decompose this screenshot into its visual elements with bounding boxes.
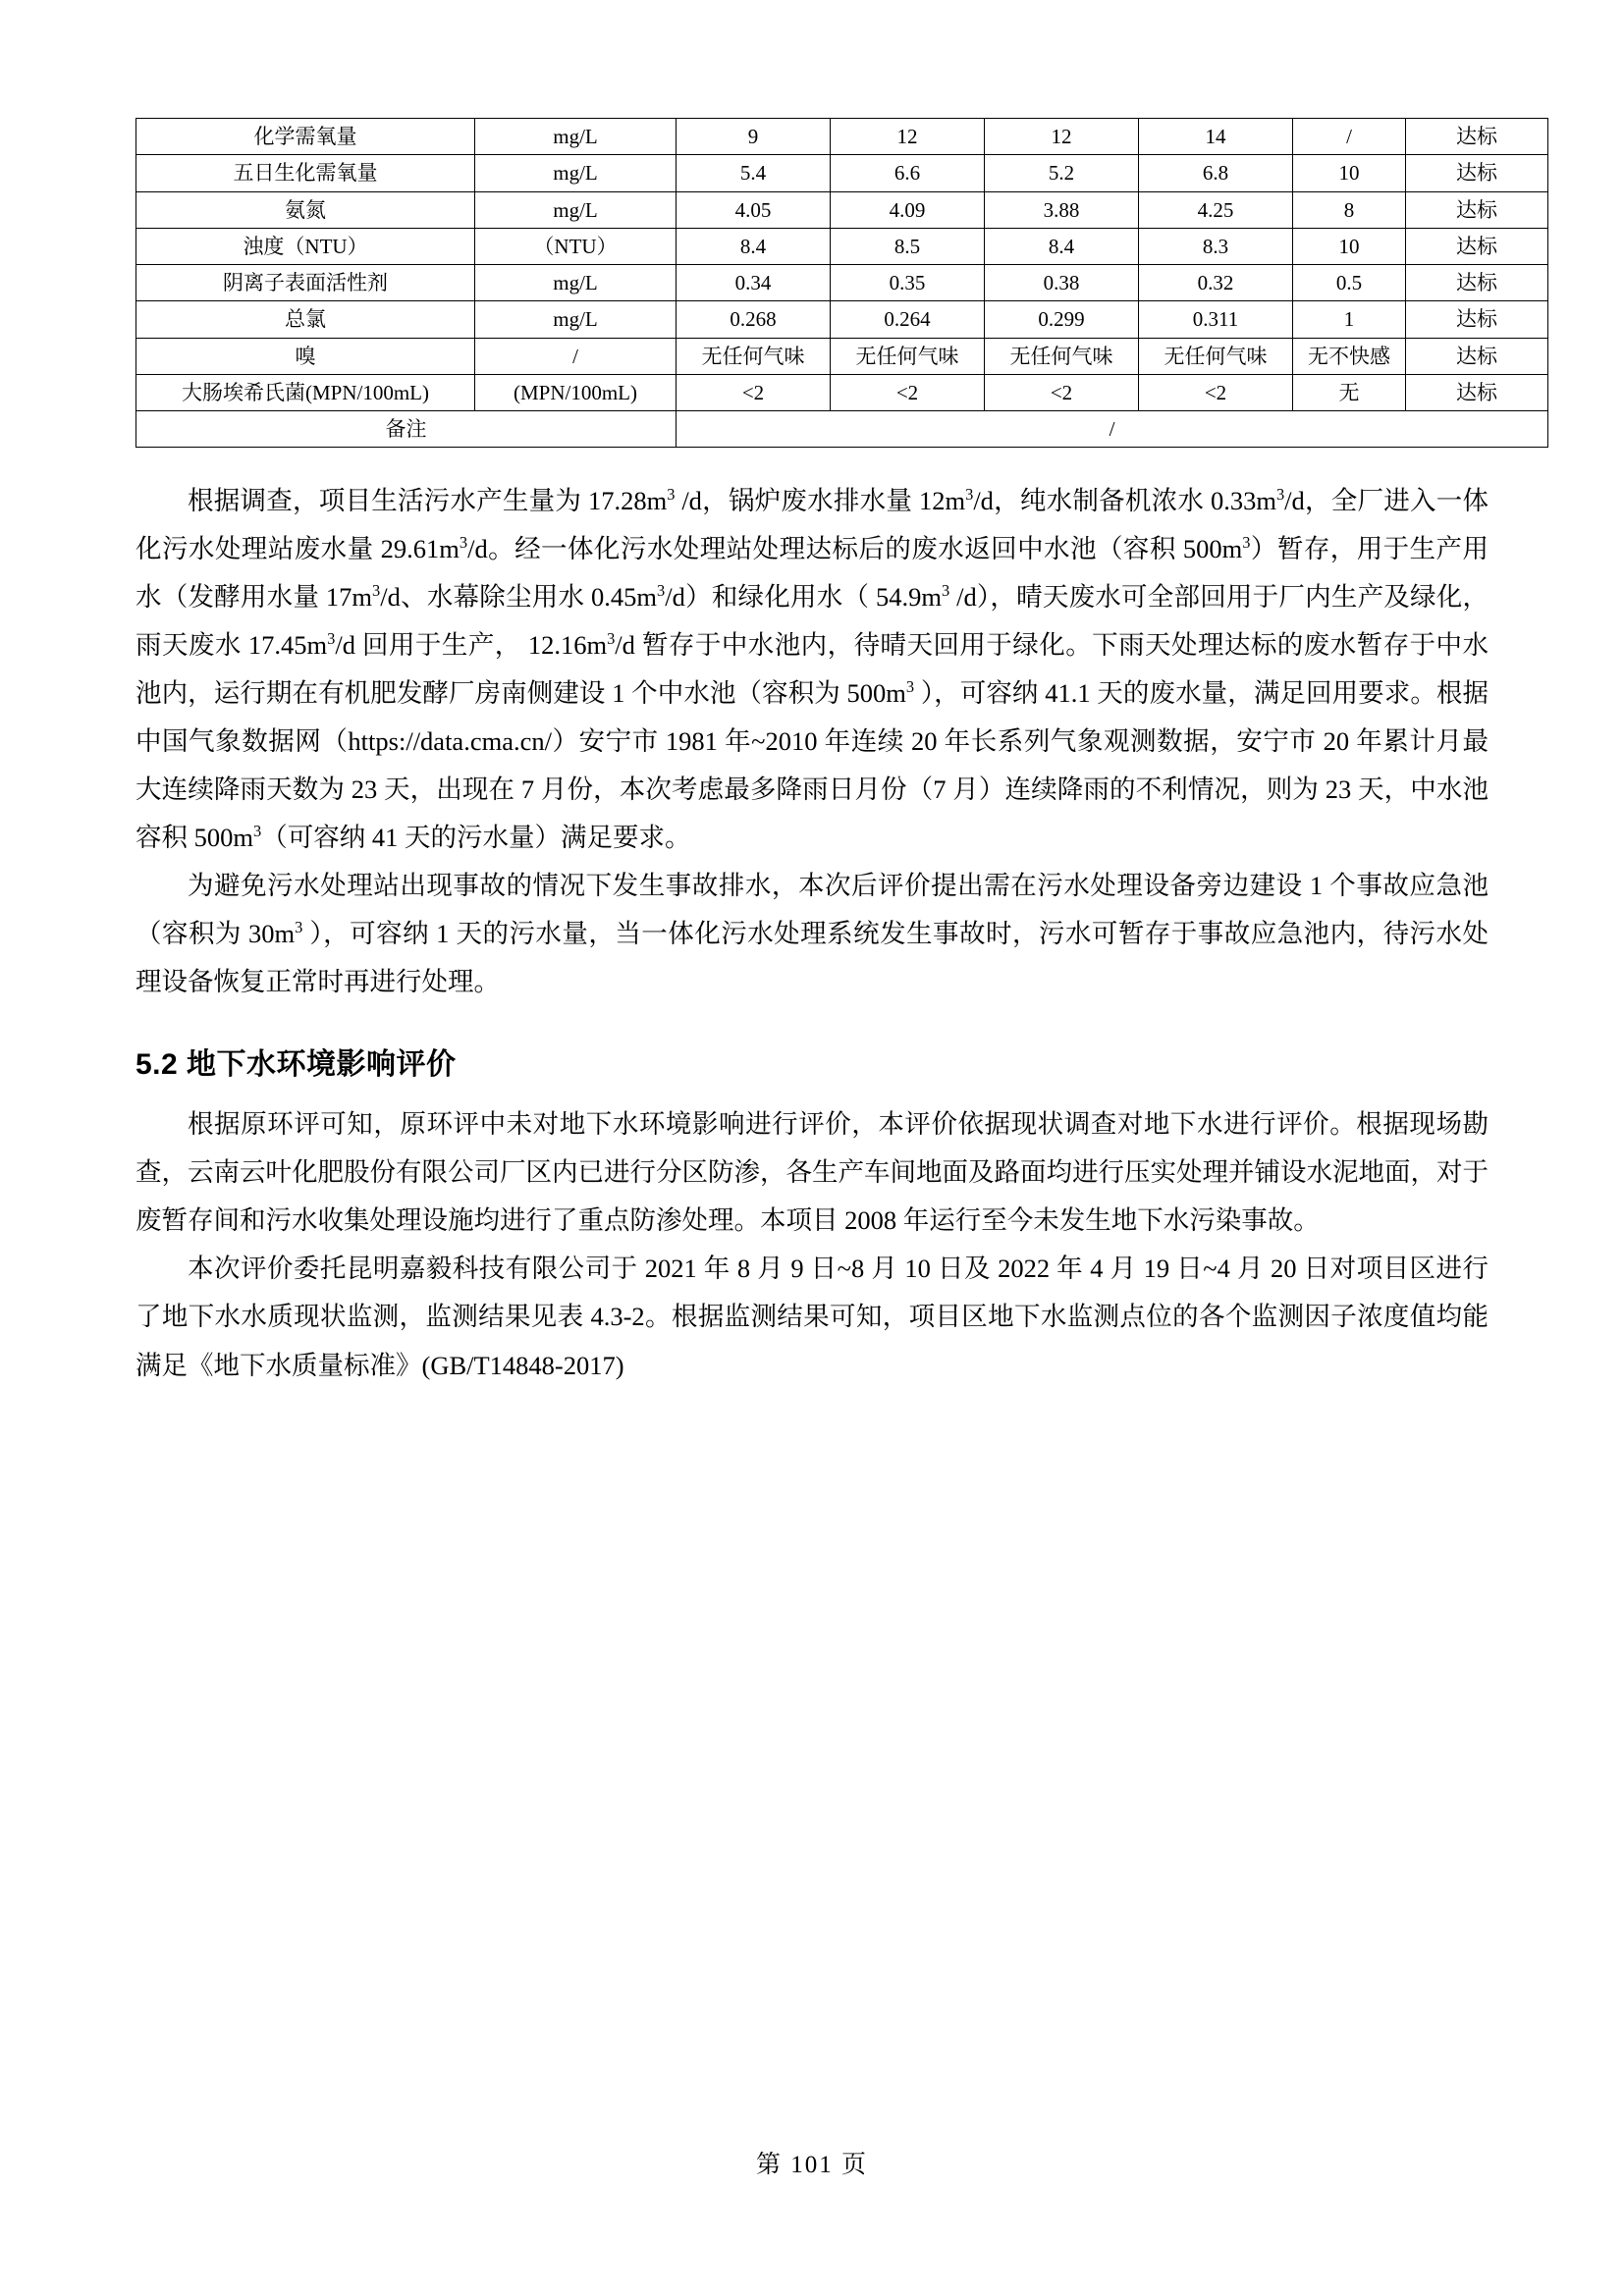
cell-item: 总氯	[136, 301, 475, 338]
page-footer: 第 101 页	[755, 2152, 868, 2178]
cell-result: 达标	[1406, 338, 1548, 374]
cell-value-1: 9	[677, 119, 831, 155]
text-run: ）暂存，用于生产用水（发酵用水量 17m	[135, 534, 1489, 613]
cell-value-1: 0.268	[677, 301, 831, 338]
section-heading-5-2: 5.2 地下水环境影响评价	[135, 1048, 457, 1082]
water-quality-table	[135, 118, 1548, 448]
table-row	[136, 338, 1548, 374]
text-run: /d）和绿化用水（ 54.9m	[665, 582, 943, 613]
cell-unit: /	[475, 338, 677, 374]
cell-value-3: 12	[985, 119, 1139, 155]
cell-value-4: 0.311	[1139, 301, 1293, 338]
cell-value-2: 4.09	[831, 191, 985, 228]
cell-value-2: 0.35	[831, 265, 985, 301]
cell-value-3: 0.38	[985, 265, 1139, 301]
cell-standard: 无不快感	[1293, 338, 1406, 374]
cell-standard: 1	[1293, 301, 1406, 338]
cell-standard: 0.5	[1293, 265, 1406, 301]
table-row	[136, 155, 1548, 191]
superscript: 3	[1275, 485, 1285, 505]
text-run: /d，锅炉废水排水量 12m	[675, 486, 966, 516]
table-row	[136, 228, 1548, 264]
remark-label: 备注	[136, 411, 677, 448]
superscript: 3	[905, 677, 915, 697]
text-run: 根据调查，项目生活污水产生量为 17.28m	[188, 486, 668, 516]
cell-standard: 无	[1293, 374, 1406, 410]
text-run: /d，纯水制备机浓水 0.33m	[973, 486, 1276, 516]
superscript: 3	[253, 822, 262, 841]
cell-value-1: <2	[677, 374, 831, 410]
superscript: 3	[327, 629, 336, 649]
superscript: 3	[965, 485, 974, 505]
cell-value-1: 5.4	[677, 155, 831, 191]
cell-result: 达标	[1406, 191, 1548, 228]
text-run: /d，全厂进入一体化污水处理站废水量 29.61m	[135, 486, 1489, 564]
cell-standard: 10	[1293, 155, 1406, 191]
cell-result: 达标	[1406, 155, 1548, 191]
cell-value-1: 4.05	[677, 191, 831, 228]
cell-value-4: <2	[1139, 374, 1293, 410]
cell-value-4: 4.25	[1139, 191, 1293, 228]
cell-value-2: 6.6	[831, 155, 985, 191]
superscript: 3	[295, 918, 303, 937]
cell-value-4: 14	[1139, 119, 1293, 155]
text-run: ），可容纳 41.1 天的废水量，满足回用要求。根据中国气象数据网（https://data.cma.cn/）安宁市 1981 年~2010 年连续 20 年长系列气象观测数据，安宁市 20 年累计月最大连续降雨天数为 23 天，出现在 7 月份，本次考虑最多降雨日月份（7 月）连续降雨的不利情况，则为 23 天，中水池容积 500m	[135, 678, 1489, 853]
cell-value-2: 12	[831, 119, 985, 155]
paragraph-wastewater-summary	[135, 477, 1489, 862]
superscript: 3	[372, 581, 381, 601]
cell-item: 氨氮	[136, 191, 475, 228]
cell-value-3: 无任何气味	[985, 338, 1139, 374]
cell-value-4: 8.3	[1139, 228, 1293, 264]
cell-value-1: 8.4	[677, 228, 831, 264]
paragraph-groundwater-monitoring: 本次评价委托昆明嘉毅科技有限公司于 2021 年 8 月 9 日~8 月 10 日及 2022 年 4 月 19 日~4 月 20 日对项目区进行了地下水水质现状监测，监测结果见表 4.3-2。根据监测结果可知，项目区地下水监测点位的各个监测因子浓度值均能满足《地下水质量标准》(GB/T14848-2017)	[135, 1254, 1489, 1380]
text-run: 为避免污水处理站出现事故的情况下发生事故排水，本次后评价提出需在污水处理设备旁边建设 1 个事故应急池（容积为 30m	[135, 871, 1489, 949]
cell-result: 达标	[1406, 301, 1548, 338]
text-run: /d 回用于生产， 12.16m	[335, 630, 608, 661]
cell-unit: （NTU）	[475, 228, 677, 264]
superscript: 3	[657, 581, 666, 601]
cell-result: 达标	[1406, 228, 1548, 264]
cell-item: 阴离子表面活性剂	[136, 265, 475, 301]
table-row	[136, 119, 1548, 155]
cell-value-2: 无任何气味	[831, 338, 985, 374]
cell-standard: 8	[1293, 191, 1406, 228]
paragraph-accident-pool	[135, 862, 1489, 1006]
cell-value-1: 0.34	[677, 265, 831, 301]
cell-unit: mg/L	[475, 265, 677, 301]
table-row	[136, 191, 1548, 228]
cell-unit: mg/L	[475, 155, 677, 191]
cell-item: 五日生化需氧量	[136, 155, 475, 191]
superscript: 3	[942, 581, 950, 601]
cell-value-3: 3.88	[985, 191, 1139, 228]
text-run: （可容纳 41 天的污水量）满足要求。	[261, 823, 691, 853]
cell-value-4: 0.32	[1139, 265, 1293, 301]
superscript: 3	[459, 533, 468, 553]
cell-item: 浊度（NTU）	[136, 228, 475, 264]
cell-item: 大肠埃希氏菌(MPN/100mL)	[136, 374, 475, 410]
cell-standard: 10	[1293, 228, 1406, 264]
cell-value-2: 0.264	[831, 301, 985, 338]
table-row	[136, 374, 1548, 410]
cell-result: 达标	[1406, 374, 1548, 410]
cell-unit: mg/L	[475, 119, 677, 155]
paragraph-groundwater-eval: 根据原环评可知，原环评中未对地下水环境影响进行评价，本评价依据现状调查对地下水进行评价。根据现场勘查，云南云叶化肥股份有限公司厂区内已进行分区防渗，各生产车间地面及路面均进行压实处理并铺设水泥地面，对于废暂存间和污水收集处理设施均进行了重点防渗处理。本项目 2008 年运行至今未发生地下水污染事故。	[135, 1109, 1489, 1236]
cell-value-3: 8.4	[985, 228, 1139, 264]
text-run: /d），晴天废水可全部回用于厂内生产及绿化，雨天废水 17.45m	[135, 582, 1489, 661]
cell-result: 达标	[1406, 265, 1548, 301]
cell-value-3: <2	[985, 374, 1139, 410]
table-remark-row	[136, 411, 1548, 448]
cell-value-4: 6.8	[1139, 155, 1293, 191]
cell-value-1: 无任何气味	[677, 338, 831, 374]
cell-standard: /	[1293, 119, 1406, 155]
table-row	[136, 301, 1548, 338]
cell-value-4: 无任何气味	[1139, 338, 1293, 374]
cell-value-2: <2	[831, 374, 985, 410]
cell-value-3: 0.299	[985, 301, 1139, 338]
superscript: 3	[607, 629, 616, 649]
superscript: 3	[667, 485, 676, 505]
cell-result: 达标	[1406, 119, 1548, 155]
cell-item: 化学需氧量	[136, 119, 475, 155]
table-row	[136, 265, 1548, 301]
text-run: /d。经一体化污水处理站处理达标后的废水返回中水池（容积 500m	[467, 534, 1243, 564]
spacer	[135, 448, 1489, 477]
superscript: 3	[1242, 533, 1251, 553]
cell-unit: (MPN/100mL)	[475, 374, 677, 410]
text-run: ），可容纳 1 天的污水量，当一体化污水处理系统发生事故时，污水可暂存于事故应急池内，待污水处理设备恢复正常时再进行处理。	[135, 919, 1489, 997]
cell-unit: mg/L	[475, 301, 677, 338]
cell-unit: mg/L	[475, 191, 677, 228]
text-run: /d 暂存于中水池内，待晴天回用于绿化。下雨天处理达标的废水暂存于中水池内，运行期在有机肥发酵厂房南侧建设 1 个中水池（容积为 500m	[135, 630, 1489, 709]
cell-value-2: 8.5	[831, 228, 985, 264]
text-run: /d、水幕除尘用水 0.45m	[380, 582, 658, 613]
table-body	[136, 119, 1548, 448]
cell-value-3: 5.2	[985, 155, 1139, 191]
remark-value: /	[677, 411, 1548, 448]
cell-item: 嗅	[136, 338, 475, 374]
